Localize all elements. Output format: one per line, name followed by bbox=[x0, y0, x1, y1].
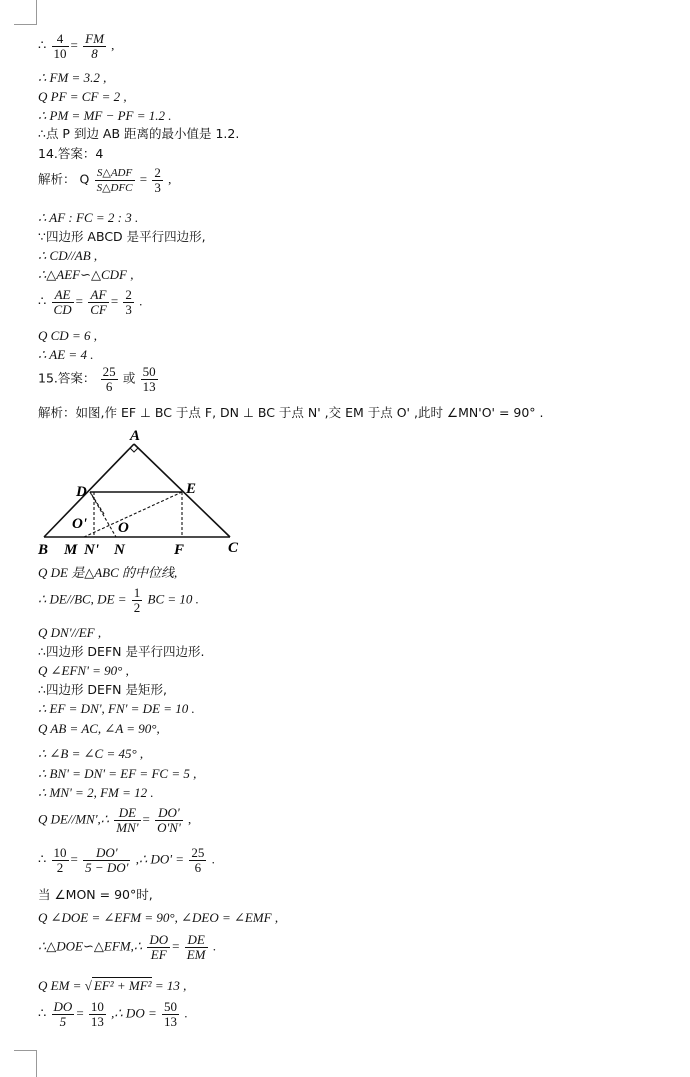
analysis-15-line-16: Q ∠DOE = ∠EFM = 90°, ∠DEO = ∠EMF , bbox=[38, 910, 279, 925]
analysis-14-line-8: ∴ AE = 4 . bbox=[38, 347, 94, 362]
analysis-15-line-13: Q DE//MN',∴ $\frac{DE}{MN'}$ = $\frac{DO'}{O'N'}$ , bbox=[38, 805, 192, 835]
label-B: B bbox=[38, 542, 49, 558]
analysis-15-line-5: ∴四边形 DEFN 是平行四边形. bbox=[38, 644, 205, 659]
analysis-15-line-11: ∴ BN' = DN' = EF = FC = 5 , bbox=[38, 766, 197, 781]
geometry-figure bbox=[34, 424, 254, 560]
label-O: O bbox=[118, 520, 129, 536]
analysis-14-line-3: ∵四边形 ABCD 是平行四边形, bbox=[38, 229, 206, 244]
analysis-15-line-15: 当 ∠MON = 90°时, bbox=[38, 887, 153, 902]
label-N: N bbox=[114, 542, 125, 558]
analysis-14-line-5: ∴△AEF∽△CDF , bbox=[38, 267, 134, 282]
analysis-15-line-4: Q DN'//EF , bbox=[38, 625, 102, 640]
analysis-15-line-10: ∴ ∠B = ∠C = 45° , bbox=[38, 746, 144, 761]
answer-15: 15.答案： $\frac{25}{6}$ 或 $\frac{50}{13}$ bbox=[38, 364, 156, 394]
analysis-14-line-2: ∴ AF : FC = 2 : 3 . bbox=[38, 210, 139, 225]
analysis-15-line-14: ∴ $\frac{10}{2}$ = $\frac{DO'}{5 - DO'}$ ,∴ DO' = $\frac{25}{6}$ . bbox=[38, 845, 215, 875]
label-D: D bbox=[76, 484, 87, 500]
analysis-15-line-7: ∴四边形 DEFN 是矩形, bbox=[38, 682, 167, 697]
analysis-14-line-1: 解析： Q $\frac{\text{S△ADF}}{\text{S△DFC}}$ = $\frac{2}{3}$ , bbox=[38, 165, 172, 195]
solution-line-4: ∴ PM = MF − PF = 1.2 . bbox=[38, 108, 172, 123]
label-N1: N' bbox=[84, 542, 99, 558]
solution-line-3: Q PF = CF = 2 , bbox=[38, 89, 127, 104]
segment-OD bbox=[90, 492, 104, 514]
label-A: A bbox=[130, 428, 141, 444]
analysis-15-line-9: Q AB = AC, ∠A = 90°, bbox=[38, 721, 160, 736]
analysis-14-line-7: Q CD = 6 , bbox=[38, 328, 97, 343]
answer-14: 14.答案：4 bbox=[38, 146, 104, 161]
label-M: M bbox=[64, 542, 78, 558]
analysis-14-line-6: ∴ $\frac{AE}{CD}$ = $\frac{AF}{CF}$ = $\frac{2}{3}$ . bbox=[38, 287, 143, 317]
analysis-15-line-2: Q DE 是△ABC 的中位线, bbox=[38, 565, 178, 580]
analysis-15-line-1: 解析：如图,作 EF ⊥ BC 于点 F, DN ⊥ BC 于点 N' ,交 EM 于点 O' ,此时 ∠MN'O' = 90° . bbox=[38, 405, 544, 420]
label-C: C bbox=[228, 540, 239, 556]
analysis-15-line-18: Q EM = √ EF² + MF² = 13 , bbox=[38, 978, 187, 993]
right-angle-mark-A bbox=[130, 448, 138, 452]
label-E: E bbox=[186, 481, 197, 497]
analysis-15-line-8: ∴ EF = DN', FN' = DE = 10 . bbox=[38, 701, 195, 716]
analysis-14-line-4: ∴ CD//AB , bbox=[38, 248, 98, 263]
analysis-15-line-3: ∴ DE//BC, DE = $\frac{1}{2}$ BC = 10 . bbox=[38, 585, 199, 615]
analysis-15-line-6: Q ∠EFN' = 90° , bbox=[38, 663, 129, 678]
analysis-15-line-19: ∴ $\frac{DO}{5}$ = $\frac{10}{13}$ ,∴ DO = $\frac{50}{13}$ . bbox=[38, 999, 188, 1029]
analysis-15-line-12: ∴ MN' = 2, FM = 12 . bbox=[38, 785, 154, 800]
corner-mark-bottom bbox=[14, 1050, 37, 1077]
analysis-15-line-17: ∴△DOE∽△EFM,∴ $\frac{DO}{EF}$ = $\frac{DE}{EM}$ . bbox=[38, 932, 217, 962]
segment-EM bbox=[84, 492, 182, 537]
corner-mark-top bbox=[14, 0, 37, 25]
solution-line-2: ∴ FM = 3.2 , bbox=[38, 70, 107, 85]
label-O1: O' bbox=[72, 516, 87, 532]
solution-line-1: ∴ $\frac{4}{10}$ = $\frac{FM}{8}$ , bbox=[38, 31, 115, 61]
solution-line-5: ∴点 P 到边 AB 距离的最小值是 1.2. bbox=[38, 126, 240, 141]
label-F: F bbox=[174, 542, 185, 558]
